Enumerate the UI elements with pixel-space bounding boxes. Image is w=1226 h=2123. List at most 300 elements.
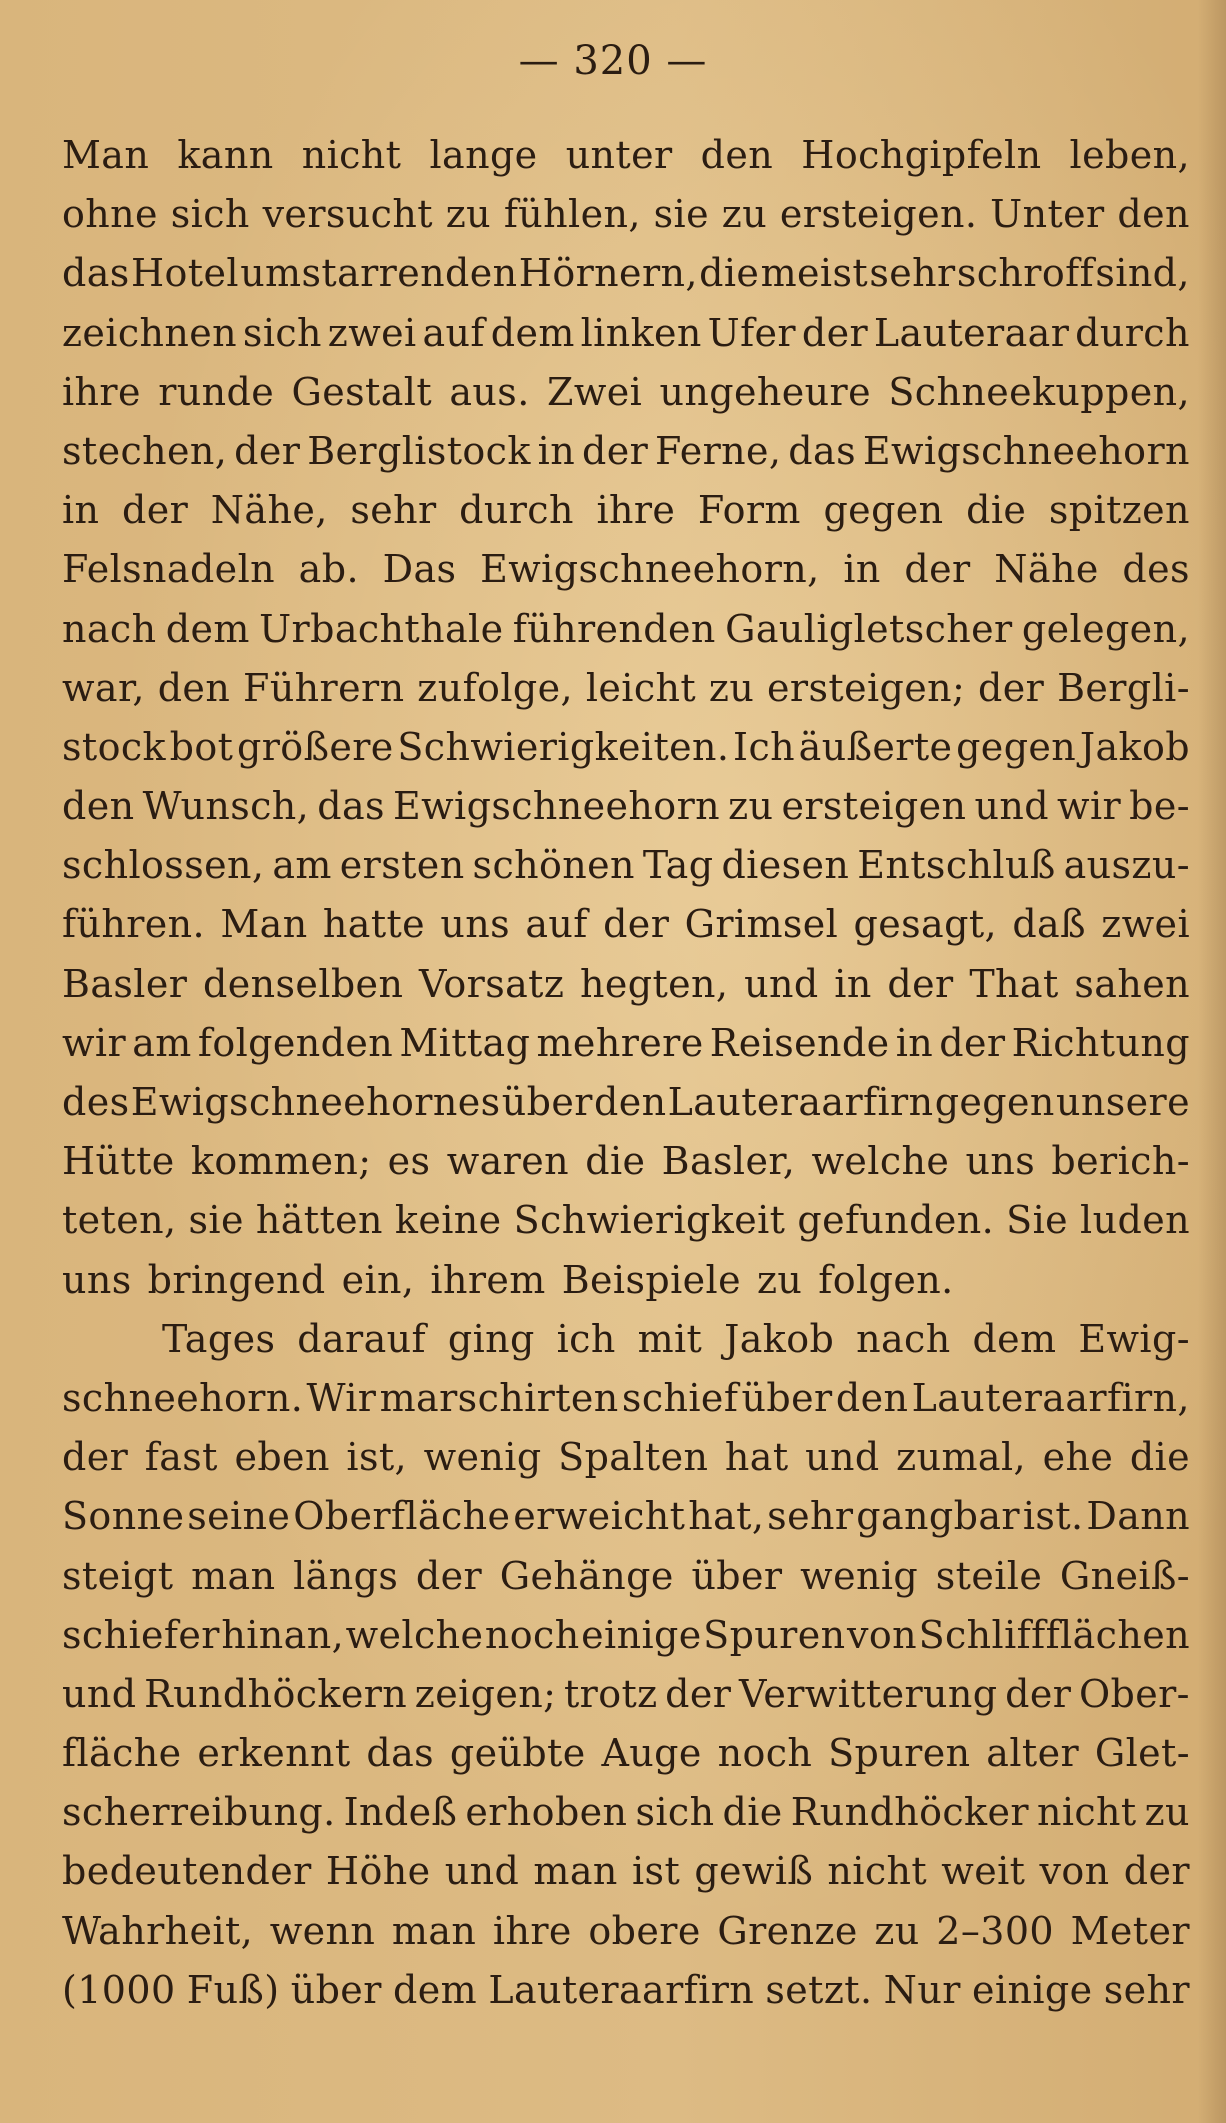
word: steile bbox=[935, 1553, 1043, 1598]
word: hat bbox=[724, 1435, 789, 1480]
word: Bergli- bbox=[1057, 665, 1190, 710]
text-line bbox=[62, 1191, 1190, 1250]
word: umstarrenden bbox=[240, 251, 518, 296]
word: wir bbox=[1057, 784, 1122, 829]
word: ist. bbox=[1022, 1494, 1084, 1539]
word: bringend bbox=[147, 1257, 326, 1302]
word: längs bbox=[293, 1553, 399, 1598]
word: zu bbox=[874, 1908, 920, 1953]
word: sich bbox=[242, 310, 322, 355]
word: Spuren bbox=[703, 1612, 846, 1657]
text-line bbox=[62, 718, 1190, 777]
word: Lauteraarfirn, bbox=[911, 1375, 1190, 1420]
word: Jakob bbox=[724, 1316, 835, 1361]
word: ab. bbox=[298, 547, 359, 592]
word: Man bbox=[220, 902, 308, 947]
word: gesagt, bbox=[853, 902, 997, 947]
word: welche bbox=[345, 1612, 484, 1657]
word: Gehänge bbox=[499, 1553, 674, 1598]
word: Spuren bbox=[828, 1731, 971, 1776]
word: luden bbox=[1080, 1198, 1190, 1243]
word: ihre bbox=[596, 488, 676, 533]
word: Grimsel bbox=[684, 902, 839, 947]
word: von bbox=[1039, 1849, 1110, 1894]
word: gewiß bbox=[694, 1849, 814, 1894]
word: gegen bbox=[956, 724, 1077, 769]
word: hatte bbox=[322, 902, 426, 947]
word: waren bbox=[446, 1139, 570, 1184]
word: der bbox=[801, 310, 869, 355]
word: ging bbox=[447, 1316, 535, 1361]
word: führenden bbox=[512, 606, 716, 651]
word: Glet- bbox=[1094, 1731, 1190, 1776]
word: dem bbox=[393, 1967, 478, 2012]
word: man bbox=[391, 1908, 477, 1953]
word: den bbox=[62, 784, 135, 829]
word: über bbox=[691, 1553, 783, 1598]
word: der bbox=[1123, 1849, 1190, 1894]
word: das bbox=[366, 1731, 435, 1776]
word: nicht bbox=[1036, 1790, 1137, 1835]
text-line bbox=[62, 1606, 1190, 1665]
word: mehrere bbox=[536, 1020, 704, 1065]
text-line bbox=[62, 126, 1190, 185]
word: zumal, bbox=[896, 1435, 1026, 1480]
word: den bbox=[1117, 192, 1190, 237]
word: 2–300 bbox=[936, 1908, 1054, 1953]
word: den bbox=[700, 133, 774, 177]
word: Höhe bbox=[325, 1849, 431, 1894]
word: Lauteraarfirn bbox=[488, 1967, 755, 2012]
word: größere bbox=[237, 724, 394, 769]
word: bedeutender bbox=[62, 1849, 312, 1894]
word: ersten bbox=[339, 843, 465, 888]
word: zu bbox=[445, 192, 491, 237]
word: es bbox=[387, 1139, 431, 1184]
text-line bbox=[62, 600, 1190, 659]
word: erweicht bbox=[513, 1494, 686, 1539]
word: runde bbox=[158, 369, 275, 414]
word: folgenden bbox=[197, 1020, 394, 1065]
word: Ufer bbox=[707, 310, 796, 355]
word: Nähe, bbox=[210, 488, 328, 533]
text-line bbox=[62, 1783, 1190, 1842]
word: Hochgipfeln bbox=[801, 133, 1042, 177]
word: Hörnern, bbox=[518, 251, 698, 296]
word: folgen. bbox=[818, 1257, 954, 1302]
word: schönen bbox=[472, 843, 635, 888]
word: schief bbox=[621, 1375, 739, 1420]
word: denselben bbox=[203, 961, 404, 1006]
word: Ewigschneehorn bbox=[862, 428, 1190, 473]
word: setzt. bbox=[765, 1967, 873, 2012]
word: ersteigen; bbox=[767, 665, 966, 710]
text-line bbox=[62, 777, 1190, 836]
word: wenn bbox=[269, 1908, 376, 1953]
word: Wahrheit, bbox=[62, 1908, 254, 1953]
word: des bbox=[62, 1080, 130, 1124]
word: auszu- bbox=[1063, 843, 1190, 888]
word: schiefer bbox=[62, 1612, 220, 1657]
word: sie bbox=[653, 192, 709, 237]
word: Oberfläche bbox=[293, 1494, 511, 1539]
word: Ewigschneehorn bbox=[392, 784, 721, 829]
word: geübte bbox=[449, 1731, 586, 1776]
word: teten, bbox=[62, 1198, 177, 1243]
word: war, bbox=[62, 665, 145, 710]
text-line bbox=[62, 1665, 1190, 1724]
word: sich bbox=[170, 192, 250, 237]
word: Rundhöcker bbox=[790, 1790, 1029, 1835]
word: Meter bbox=[1070, 1908, 1190, 1953]
word: sehr bbox=[1103, 1967, 1190, 2012]
word: Berglistock bbox=[307, 428, 531, 473]
word: die bbox=[966, 488, 1027, 533]
word: in bbox=[537, 428, 576, 473]
word: Tages bbox=[162, 1316, 276, 1361]
word: über bbox=[741, 1375, 833, 1420]
word: Gneiß- bbox=[1059, 1553, 1190, 1598]
word: der bbox=[122, 488, 189, 533]
word: That bbox=[969, 961, 1059, 1006]
word: erhoben bbox=[465, 1790, 628, 1835]
word: ihre bbox=[492, 1908, 572, 1953]
word: schroff bbox=[956, 251, 1095, 296]
word: steigt bbox=[62, 1553, 174, 1598]
word: äußerte bbox=[798, 724, 953, 769]
word: der bbox=[887, 961, 954, 1006]
text-line bbox=[62, 304, 1190, 363]
word: von bbox=[847, 1612, 918, 1657]
word: stechen, bbox=[62, 428, 228, 473]
word: gegen bbox=[934, 1080, 1055, 1124]
word: Sonne bbox=[62, 1494, 185, 1539]
word: schlossen, bbox=[62, 843, 265, 888]
word: wenig bbox=[423, 1435, 542, 1480]
word: zufolge, bbox=[417, 665, 573, 710]
word: Ferne, bbox=[655, 428, 782, 473]
word: Das bbox=[382, 547, 457, 592]
word: der bbox=[415, 1553, 483, 1598]
text-line bbox=[62, 1902, 1190, 1961]
text-line bbox=[62, 1428, 1190, 1487]
word: Ich bbox=[733, 724, 795, 769]
word: alter bbox=[986, 1731, 1080, 1776]
word: trotz bbox=[563, 1671, 658, 1716]
word: der bbox=[603, 902, 670, 947]
word: Urbachthale bbox=[259, 606, 504, 651]
text-line bbox=[62, 422, 1190, 481]
word: ich bbox=[556, 1316, 616, 1361]
word: des bbox=[1122, 547, 1190, 592]
page-edge-shadow bbox=[1198, 0, 1226, 2123]
word: ersteigen bbox=[781, 784, 967, 829]
text-line bbox=[62, 955, 1190, 1014]
word: Auge bbox=[601, 1731, 702, 1776]
text-line bbox=[62, 895, 1190, 954]
word: Verwitterung bbox=[738, 1671, 998, 1716]
word: versucht bbox=[262, 192, 433, 237]
word: Führern bbox=[243, 665, 405, 710]
word: fühlen, bbox=[503, 192, 641, 237]
word: Vorsatz bbox=[419, 961, 565, 1006]
word: Man bbox=[62, 133, 150, 177]
word: Grenze bbox=[717, 1908, 858, 1953]
word: hätten bbox=[255, 1198, 383, 1243]
text-line bbox=[62, 481, 1190, 540]
word: durch bbox=[459, 488, 574, 533]
text-line bbox=[62, 1310, 1190, 1369]
word: uns bbox=[62, 1257, 132, 1302]
word: Entschluß bbox=[857, 843, 1056, 888]
word: der bbox=[904, 547, 971, 592]
word: sie bbox=[188, 1198, 244, 1243]
word: zu bbox=[757, 1257, 803, 1302]
word: Basler bbox=[62, 961, 188, 1006]
word: uns bbox=[440, 902, 511, 947]
word: der bbox=[62, 1435, 129, 1480]
word: den bbox=[835, 1375, 909, 1420]
word: noch bbox=[717, 1731, 813, 1776]
word: einige bbox=[972, 1967, 1093, 2012]
word: gegen bbox=[823, 488, 944, 533]
word: fast bbox=[144, 1435, 218, 1480]
word: ohne bbox=[62, 192, 158, 237]
word: hegten, bbox=[579, 961, 729, 1006]
word: zu bbox=[728, 784, 774, 829]
word: ehe bbox=[1042, 1435, 1114, 1480]
word: Gauligletscher bbox=[725, 606, 1013, 651]
word: Wunsch, bbox=[142, 784, 310, 829]
word: der bbox=[939, 1020, 1006, 1065]
word: Hütte bbox=[62, 1139, 175, 1184]
word: schneehorn. bbox=[62, 1375, 304, 1420]
word: das bbox=[62, 251, 130, 296]
word: gelegen, bbox=[1021, 606, 1190, 651]
text-line bbox=[62, 1073, 1190, 1132]
word: der bbox=[665, 1671, 732, 1716]
word: Ewigschneehornes bbox=[130, 1080, 501, 1124]
word: weit bbox=[941, 1849, 1026, 1894]
word: den bbox=[593, 1080, 667, 1124]
word: Schwierigkeit bbox=[513, 1198, 786, 1243]
word: keine bbox=[394, 1198, 502, 1243]
word: marschirten bbox=[379, 1375, 619, 1420]
word: und bbox=[744, 961, 819, 1006]
word: ihrem bbox=[430, 1257, 546, 1302]
word: obere bbox=[588, 1908, 701, 1953]
word: Schliffflächen bbox=[918, 1612, 1190, 1657]
text-line bbox=[62, 185, 1190, 244]
word: und bbox=[62, 1671, 137, 1716]
word: sahen bbox=[1074, 961, 1190, 1006]
word: sehr bbox=[767, 1494, 854, 1539]
word: und bbox=[444, 1849, 520, 1894]
word: in bbox=[62, 488, 100, 533]
word: nach bbox=[62, 606, 157, 651]
word: ihre bbox=[62, 369, 141, 414]
word: unsere bbox=[1055, 1080, 1190, 1124]
word: sich bbox=[635, 1790, 715, 1835]
text-line bbox=[62, 1487, 1190, 1546]
word: Beispiele bbox=[561, 1257, 741, 1302]
word: Tag bbox=[642, 843, 714, 888]
word: eben bbox=[234, 1435, 330, 1480]
word: führen. bbox=[62, 902, 206, 947]
word: dem bbox=[972, 1316, 1057, 1361]
word: Nur bbox=[883, 1967, 961, 2012]
word: Lauteraar bbox=[873, 310, 1070, 355]
word: Schwierigkeiten. bbox=[397, 724, 730, 769]
word: und bbox=[974, 784, 1049, 829]
text-line bbox=[62, 1369, 1190, 1428]
word: die bbox=[585, 1139, 646, 1184]
word: darauf bbox=[297, 1316, 426, 1361]
word: leicht bbox=[585, 665, 697, 710]
word: ein, bbox=[341, 1257, 415, 1302]
text-line bbox=[62, 659, 1190, 718]
word: zeigen; bbox=[414, 1671, 557, 1716]
word: Ewig- bbox=[1078, 1316, 1190, 1361]
word: auf bbox=[422, 310, 485, 355]
word: Ober- bbox=[1078, 1671, 1190, 1716]
word: daß bbox=[1012, 902, 1086, 947]
word: leben, bbox=[1069, 133, 1190, 177]
text-line bbox=[62, 1842, 1190, 1901]
word: nicht bbox=[301, 133, 402, 177]
text-line bbox=[62, 1132, 1190, 1191]
word: dem bbox=[490, 310, 575, 355]
word: sehr bbox=[350, 488, 437, 533]
text-line bbox=[62, 363, 1190, 422]
word: kommen; bbox=[190, 1139, 372, 1184]
word: ist, bbox=[346, 1435, 408, 1480]
text-line bbox=[62, 1251, 1190, 1310]
word: zu bbox=[721, 192, 768, 237]
word: durch bbox=[1075, 310, 1190, 355]
word: die bbox=[1129, 1435, 1190, 1480]
word: erkennt bbox=[197, 1731, 351, 1776]
word: Richtung bbox=[1011, 1020, 1190, 1065]
word: stock bbox=[62, 724, 166, 769]
text-line bbox=[62, 1014, 1190, 1073]
word: Form bbox=[697, 488, 801, 533]
word: scherreibung. bbox=[62, 1790, 336, 1835]
word: Sie bbox=[1006, 1198, 1069, 1243]
word: man bbox=[191, 1553, 276, 1598]
word: Dann bbox=[1086, 1494, 1190, 1539]
text-line bbox=[62, 1961, 1190, 2020]
word: bot bbox=[169, 724, 234, 769]
word: spitzen bbox=[1048, 488, 1190, 533]
word: Gestalt bbox=[291, 369, 433, 414]
word: die bbox=[699, 251, 760, 296]
word: dem bbox=[165, 606, 250, 651]
word: Fuß) bbox=[186, 1967, 280, 2012]
word: Spalten bbox=[558, 1435, 709, 1480]
word: der bbox=[581, 428, 649, 473]
word: Reisende bbox=[709, 1020, 890, 1065]
word: Mittag bbox=[399, 1020, 531, 1065]
word: Zwei bbox=[547, 369, 643, 414]
word: den bbox=[157, 665, 231, 710]
word: Unter bbox=[990, 192, 1105, 237]
word: wenig bbox=[800, 1553, 919, 1598]
word: man bbox=[533, 1849, 618, 1894]
word: Hotel bbox=[130, 251, 239, 296]
word: sind, bbox=[1095, 251, 1190, 296]
body-text bbox=[62, 126, 1190, 2020]
word: be- bbox=[1129, 784, 1190, 829]
word: meist bbox=[760, 251, 869, 296]
word: die bbox=[722, 1790, 783, 1835]
word: auf bbox=[525, 902, 588, 947]
word: ungeheure bbox=[659, 369, 871, 414]
word: wir bbox=[62, 1020, 127, 1065]
word: über bbox=[501, 1080, 593, 1124]
word: diesen bbox=[721, 843, 850, 888]
word: sehr bbox=[869, 251, 956, 296]
word: Wir bbox=[306, 1375, 377, 1420]
word: mit bbox=[637, 1316, 703, 1361]
word: kann bbox=[177, 133, 274, 177]
word: hinan, bbox=[221, 1612, 345, 1657]
word: das bbox=[788, 428, 856, 473]
text-line bbox=[62, 1547, 1190, 1606]
word: uns bbox=[965, 1139, 1036, 1184]
word: Schneekuppen, bbox=[888, 369, 1190, 414]
word: zu bbox=[708, 665, 755, 710]
text-line bbox=[62, 540, 1190, 599]
word: über bbox=[290, 1967, 382, 2012]
word: zwei bbox=[327, 310, 417, 355]
word: nicht bbox=[827, 1849, 928, 1894]
word: in bbox=[834, 961, 872, 1006]
word: Felsnadeln bbox=[62, 547, 275, 592]
word: welche bbox=[811, 1139, 950, 1184]
word: zwei bbox=[1101, 902, 1190, 947]
word: fläche bbox=[62, 1731, 182, 1776]
word: einige bbox=[581, 1612, 702, 1657]
word: lange bbox=[429, 133, 538, 177]
word: in bbox=[843, 547, 881, 592]
word: gefunden. bbox=[797, 1198, 995, 1243]
word: noch bbox=[484, 1612, 580, 1657]
word: am bbox=[132, 1020, 192, 1065]
word: nach bbox=[856, 1316, 951, 1361]
word: aus. bbox=[449, 369, 530, 414]
word: gangbar bbox=[856, 1494, 1020, 1539]
word: und bbox=[805, 1435, 880, 1480]
word: zeichnen bbox=[62, 310, 238, 355]
page-number-header: — 320 — bbox=[518, 38, 708, 84]
text-line bbox=[62, 1724, 1190, 1783]
word: der bbox=[234, 428, 301, 473]
word: linken bbox=[580, 310, 702, 355]
word: am bbox=[272, 843, 332, 888]
word: zu bbox=[1144, 1790, 1190, 1835]
word: (1000 bbox=[62, 1967, 176, 2012]
word: der bbox=[978, 665, 1045, 710]
word: Nähe bbox=[994, 547, 1099, 592]
word: Basler, bbox=[661, 1139, 796, 1184]
text-line bbox=[62, 836, 1190, 895]
word: seine bbox=[187, 1494, 291, 1539]
word: Rundhöckern bbox=[144, 1671, 408, 1716]
word: das bbox=[317, 784, 385, 829]
word: unter bbox=[565, 133, 673, 177]
text-line bbox=[62, 244, 1190, 303]
